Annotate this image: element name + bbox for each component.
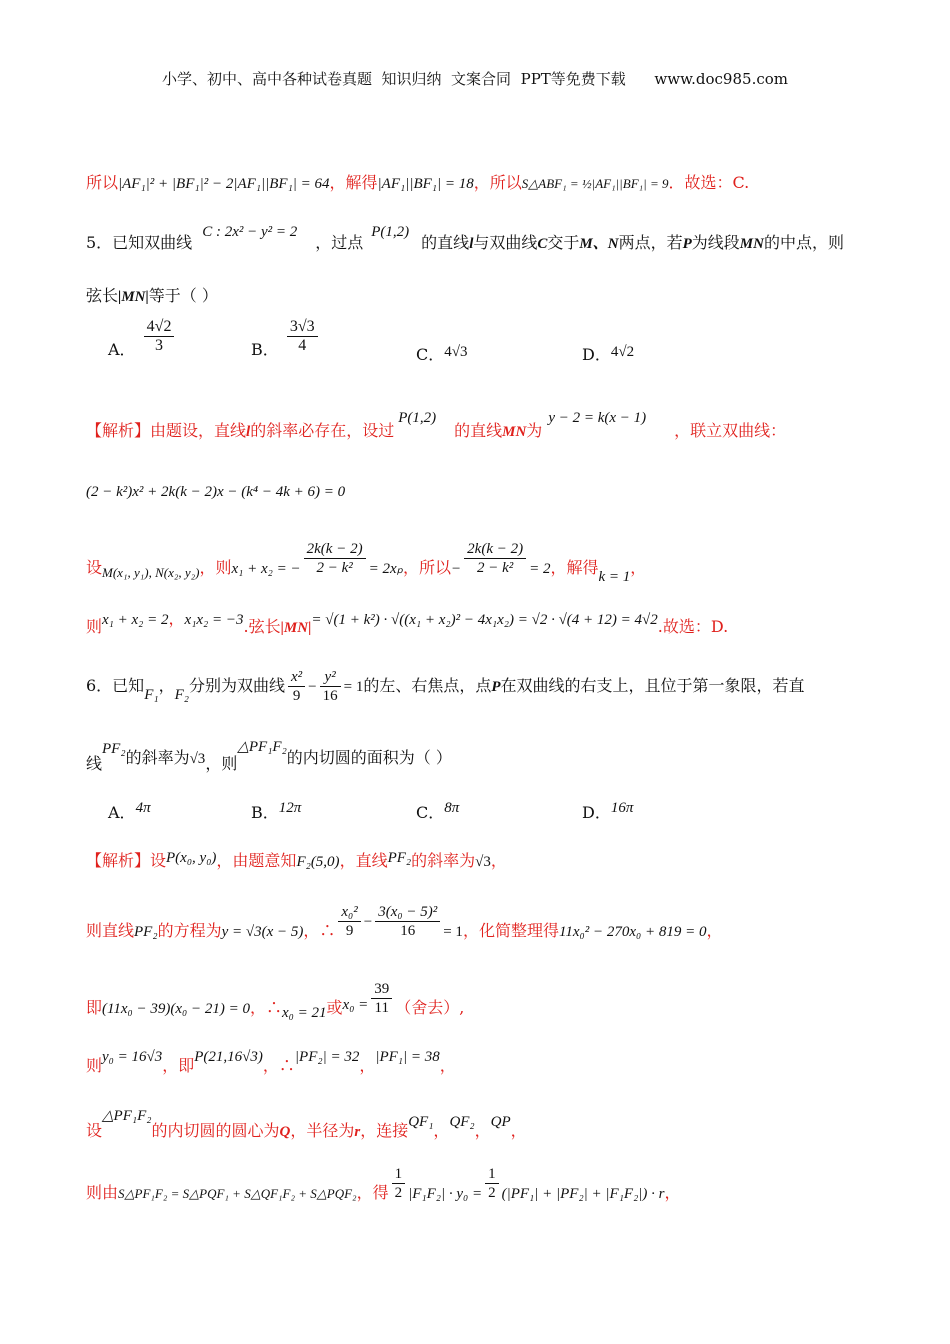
equation: |AF₁|² + |BF₁|² − 2|AF₁||BF₁| = 64 <box>118 176 330 192</box>
q5-option-d[interactable]: D．4√2 <box>582 344 635 364</box>
q5-solution-line4: 则x₁ + x₂ = 2，x₁x₂ = −3.弦长|MN|= √(1 + k²) · √((x₁ + x₂)² − 4x₁x₂) = √2 · √(4 + 12) = 4√2.故选：D. <box>86 609 729 636</box>
q6-option-b[interactable]: B．12π <box>251 800 302 822</box>
fraction: $\frac{3√3}{4}$ <box>287 318 318 355</box>
q6-solution-line4: 则y₀ = 16√3，即P(21,16√3)，∴|PF₂| = 32，|PF₁| = 38， <box>86 1049 456 1075</box>
equation: S△ABF₁ = ½|AF₁||BF₁| = 9 <box>521 176 669 191</box>
page-header: 小学、初中、高中各种试卷真题 知识归纳 文案合同 PPT等免费下载 www.doc985.com <box>161 70 788 88</box>
q6-option-a[interactable]: A．4π <box>108 800 151 822</box>
q6-option-d[interactable]: D．16π <box>582 800 634 822</box>
q6-stem-line2: 线PF₂的斜率为√3，则△PF₁F₂的内切圆的面积为（ ） <box>86 739 452 773</box>
q5-solution-line3: 设$_{M(x_1, y_1), N(x_2, y_2)}$，则x₁ + x₂ = − $\frac{2k(k - 2)}{\text{2 − k²}}$ = 2xₚ，所以− $\frac{2k(k - 2)}{\text{2 − k²}}$ = 2，解得k = 1， <box>86 541 647 585</box>
fraction: $\frac{4√2}{3}$ <box>144 318 175 355</box>
q5-option-c[interactable]: C．4√3 <box>416 344 468 364</box>
q5-option-b[interactable]: B． $\frac{3√3}{4}$ <box>251 318 321 355</box>
q6-solution-line6: 则由$_{S\triangle PF_1F_2 = S\triangle PQF_1 + S\triangle QF_1F_2 + S\triangle PQF_2}$，得 $\frac{1}{2}$ |F₁F₂| · y₀ = $\frac{1}{2}$ (|PF₁| + |PF₂| + |F₁F₂|) · r， <box>86 1166 681 1202</box>
q6-option-c[interactable]: C．8π <box>416 800 460 822</box>
q5-option-a[interactable]: A． $\frac{4√2}{3}$ <box>108 318 177 355</box>
q5-stem-line2: 弦长|MN|等于（ ） <box>86 286 218 305</box>
equation: |AF₁||BF₁| = 18 <box>377 176 474 192</box>
q6-solution-line2: 则直线PF₂的方程为y = √3(x − 5)，∴ $\frac{\text{x₀²}}{9}$ − $\frac{\text{3(x₀ − 5)²}}{16}$ = 1，化简整理得11x₀² − 270x₀ + 819 = 0， <box>86 904 723 940</box>
hyperbola-equation: C : 2x² − y² = 2 <box>202 224 298 240</box>
q6-solution-line5: 设△PF₁F₂的内切圆的圆心为Q，半径为r，连接QF₁，QF₂，QP， <box>86 1108 527 1140</box>
q5-quadratic: (2 − k²)x² + 2k(k − 2)x − (k⁴ − 4k + 6) = 0 <box>86 484 346 500</box>
q6-solution-line1: 【解析】设P(x₀, y₀)，由题意知F₂(5,0)，直线PF₂的斜率为√3， <box>86 850 507 870</box>
q5-solution-line1: 【解析】由题设，直线l的斜率必存在，设过P(1,2)的直线MN为y − 2 = k(x − 1)，联立双曲线： <box>86 410 787 440</box>
q5-stem-line1: 5．已知双曲线C : 2x² − y² = 2，过点P(1,2)的直线l与双曲线C交于M、N两点，若P为线段MN的中点，则 <box>86 224 844 252</box>
prev-solution-line: 所以|AF₁|² + |BF₁|² − 2|AF₁||BF₁| = 64，解得|AF₁||BF₁| = 18，所以S△ABF₁ = ½|AF₁||BF₁| = 9．故选：C. <box>86 173 750 192</box>
point-p: P(1,2) <box>371 224 410 240</box>
q6-solution-line3: 即(11x₀ − 39)(x₀ − 21) = 0，∴x₀ = 21或x₀ = $\frac{39}{11}$ （舍去）, <box>86 981 465 1021</box>
hyperbola-fraction: $\frac{\text{x²}}{9}$ <box>288 668 305 705</box>
q6-stem-line1: 6．已知F₁，F₂分别为双曲线 $\frac{\text{x²}}{9}$ − $\frac{\text{y²}}{16}$ = 1的左、右焦点，点P在双曲线的右支上，且位于第一象限，若直 <box>86 669 805 704</box>
